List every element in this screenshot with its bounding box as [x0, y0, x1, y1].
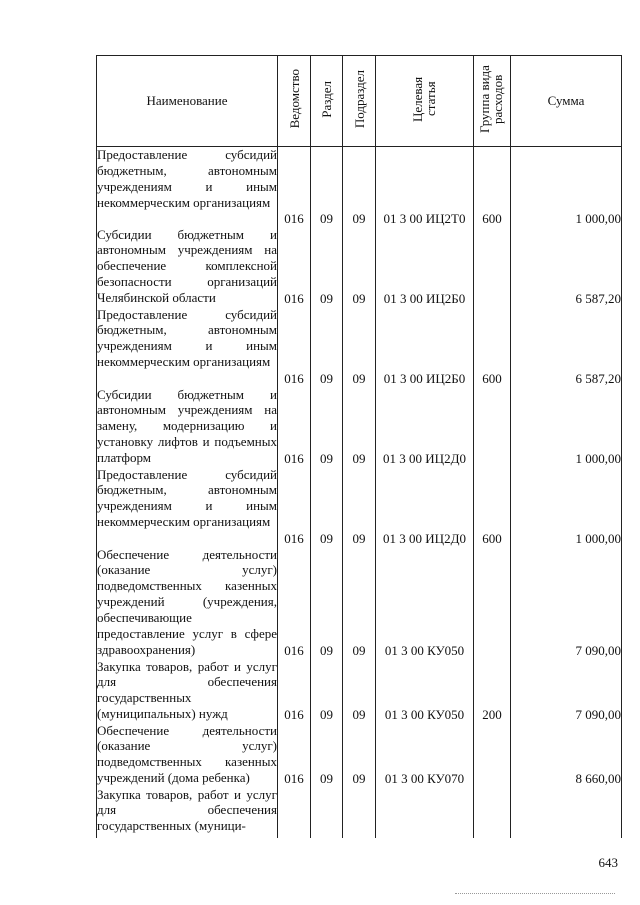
cell-razdel: 09 [311, 307, 343, 387]
table-header [97, 56, 622, 147]
cell-gruppa [474, 723, 511, 787]
cell-vedomstvo: 016 [278, 467, 311, 547]
cell-name: Предоставление субсидий бюджетным, автономным учреждениям и иным некоммерческим организациям [97, 147, 278, 227]
cell-gruppa: 200 [474, 659, 511, 723]
cell-name: Обеспечение деятельности (оказание услуг) подведомственных казенных учреждений (учреждения, обеспечивающие предоставление услуг в сфере здравоохранения) [97, 546, 277, 657]
cell-gruppa [474, 387, 511, 467]
cell-razdel: 09 [311, 659, 343, 723]
cell-celevaya: 01 3 00 ИЦ2Б0 [376, 307, 474, 387]
cell-podrazdel [343, 787, 376, 838]
table-body [97, 147, 622, 838]
header-celevaya: Целевая статья [376, 56, 474, 147]
header-podrazdel: Подраздел [343, 56, 376, 147]
cell-razdel: 09 [311, 547, 343, 659]
table-row [97, 387, 622, 467]
page-number: 643 [598, 855, 618, 870]
cell-celevaya: 01 3 00 КУ050 [376, 547, 474, 659]
header-vedomstvo: Ведомство [278, 56, 311, 147]
cell-vedomstvo: 016 [278, 659, 311, 723]
table-row [97, 467, 622, 547]
cell-podrazdel: 09 [343, 547, 376, 659]
cell-gruppa [474, 227, 511, 307]
cell-celevaya: 01 3 00 ИЦ2Д0 [376, 387, 474, 467]
cell-razdel: 09 [311, 467, 343, 547]
table-row [97, 547, 622, 659]
cell-razdel [311, 787, 343, 838]
cell-razdel: 09 [311, 227, 343, 307]
cell-celevaya: 01 3 00 ИЦ2Д0 [376, 467, 474, 547]
cell-celevaya [376, 787, 474, 838]
cell-celevaya: 01 3 00 ИЦ2Т0 [376, 147, 474, 227]
cell-podrazdel: 09 [343, 723, 376, 787]
cell-razdel: 09 [311, 723, 343, 787]
cell-summa: 6 587,20 [511, 227, 622, 307]
cell-vedomstvo: 016 [278, 547, 311, 659]
cell-vedomstvo: 016 [278, 227, 311, 307]
cell-podrazdel: 09 [343, 387, 376, 467]
bottom-divider [455, 893, 615, 895]
cell-vedomstvo: 016 [278, 723, 311, 787]
table-row [97, 787, 622, 838]
cell-razdel: 09 [311, 147, 343, 227]
cell-summa: 7 090,00 [511, 547, 622, 659]
table-row [97, 723, 622, 787]
cell-gruppa: 600 [474, 147, 511, 227]
header-gruppa: Группа вида расходов [474, 56, 511, 147]
cell-podrazdel: 09 [343, 227, 376, 307]
cell-summa: 8 660,00 [511, 723, 622, 787]
cell-name: Обеспечение деятельности (оказание услуг) подведомственных казенных учреждений (дома ребенка) [97, 722, 277, 786]
cell-vedomstvo [278, 787, 311, 838]
cell-gruppa: 600 [474, 307, 511, 387]
cell-gruppa [474, 787, 511, 838]
cell-name: Предоставление субсидий бюджетным, автономным учреждениям и иным некоммерческим организациям [97, 467, 278, 547]
cell-name: Субсидии бюджетным и автономным учреждениям на замену, модернизацию и установку лифтов и подъемных платформ [97, 386, 277, 466]
cell-vedomstvo: 016 [278, 307, 311, 387]
cell-celevaya: 01 3 00 ИЦ2Б0 [376, 227, 474, 307]
cell-summa: 1 000,00 [511, 467, 622, 547]
cell-vedomstvo: 016 [278, 387, 311, 467]
cell-podrazdel: 09 [343, 659, 376, 723]
header-name: Наименование [97, 56, 278, 147]
cell-razdel: 09 [311, 387, 343, 467]
cell-gruppa [474, 547, 511, 659]
cell-podrazdel: 09 [343, 467, 376, 547]
cell-summa: 1 000,00 [511, 387, 622, 467]
table-row [97, 659, 622, 723]
table-row [97, 147, 622, 227]
cell-name: Закупка товаров, работ и услуг для обеспечения государственных (муниципальных) нужд [97, 658, 277, 722]
cell-vedomstvo: 016 [278, 147, 311, 227]
table-row [97, 307, 622, 387]
header-razdel: Раздел [311, 56, 343, 147]
cell-name: Субсидии бюджетным и автономным учреждениям на обеспечение комплексной безопасности организаций Челябинской области [97, 226, 277, 306]
cell-podrazdel: 09 [343, 147, 376, 227]
budget-table [96, 55, 622, 838]
cell-name: Закупка товаров, работ и услуг для обеспечения государственных (муници- [97, 787, 278, 838]
cell-celevaya: 01 3 00 КУ050 [376, 659, 474, 723]
header-summa: Сумма [511, 56, 622, 147]
cell-name: Предоставление субсидий бюджетным, автономным учреждениям и иным некоммерческим организациям [97, 307, 278, 387]
table-row [97, 227, 622, 307]
cell-summa: 7 090,00 [511, 659, 622, 723]
cell-gruppa: 600 [474, 467, 511, 547]
cell-summa [511, 787, 622, 838]
cell-celevaya: 01 3 00 КУ070 [376, 723, 474, 787]
cell-summa: 6 587,20 [511, 307, 622, 387]
cell-podrazdel: 09 [343, 307, 376, 387]
cell-summa: 1 000,00 [511, 147, 622, 227]
